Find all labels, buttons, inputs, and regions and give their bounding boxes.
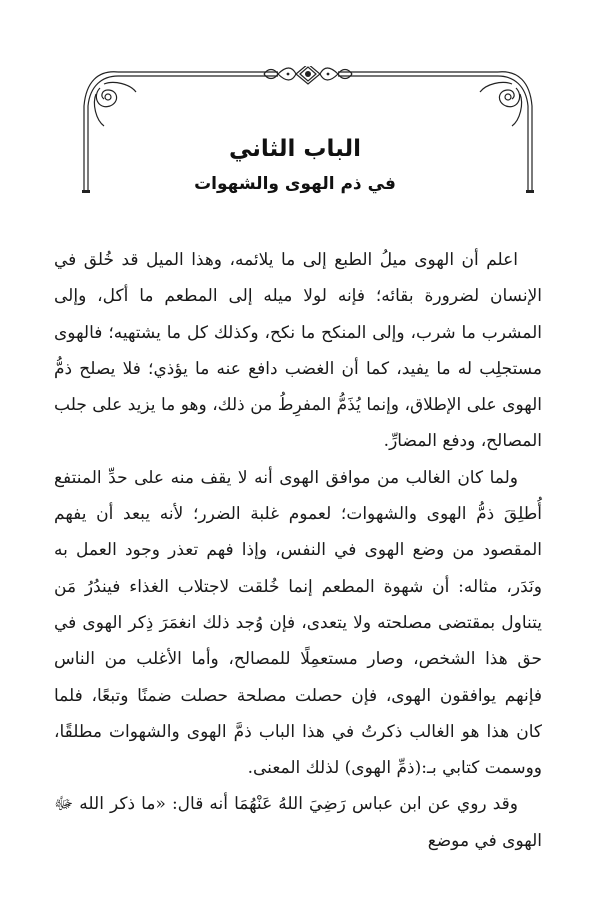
paragraph: اعلم أن الهوى ميلُ الطبع إلى ما يلائمه، وهذا الميل قد خُلق في الإنسان لضرورة بقائه؛ فإنه لولا ميله إلى المطعم ما أكل، وإلى المشرب ما شرب، وإلى المنكح ما نكح، وكذلك كل ما يشتهيه؛ فالهوى مستجلِب له ما يفيد، كما أن الغضب دافع عنه ما يؤذي؛ فلا يصلح ذمُّ الهوى على الإطلاق، وإنما يُذَمُّ المفرِطُ من ذلك، وهو ما يزيد على جلب المصالح، ودفع المضارِّ.	[54, 250, 542, 452]
chapter-title: الباب الثاني	[228, 136, 362, 162]
chapter-subtitle: في ذم الهوى والشهوات	[194, 174, 396, 194]
paragraph: ولما كان الغالب من موافق الهوى أنه لا يقف منه على حدِّ المنتفع أُطلِقَ ذمُّ الهوى والشهوات؛ لعموم غلبة الضرر؛ لأنه يبعد أن يفهم المقصود من وضع الهوى في النفس، وإذا فهم تعذر وجود العمل به ونَدَر، مثاله: أن شهوة المطعم إنما خُلقت لاجتلاب الغذاء فيندُرُ مَن يتناول بمقتضى مصلحته ولا يتعدى، فإن وُجد ذلك انغمَرَ ذِكر الهوى في حق هذا الشخص، وصار مستعمِلًا للمصالح، وأما الأغلب من الناس فإنهم يوافقون الهوى، فإن حصلت مصلحة حصلت ضمنًا وتبعًا، فلما كان هذا هو الغالب ذكرتُ في هذا الباب ذمَّ الهوى والشهوات مطلقًا، ووسمت كتابي بـ:(ذمِّ الهوى) لذلك المعنى.	[54, 467, 542, 779]
body-text	[54, 242, 542, 859]
paragraph: وقد روي عن ابن عباس رَضِيَ اللهُ عَنْهُمَا أنه قال: «ما ذكر الله ﷻ الهوى في موضع	[54, 794, 542, 851]
